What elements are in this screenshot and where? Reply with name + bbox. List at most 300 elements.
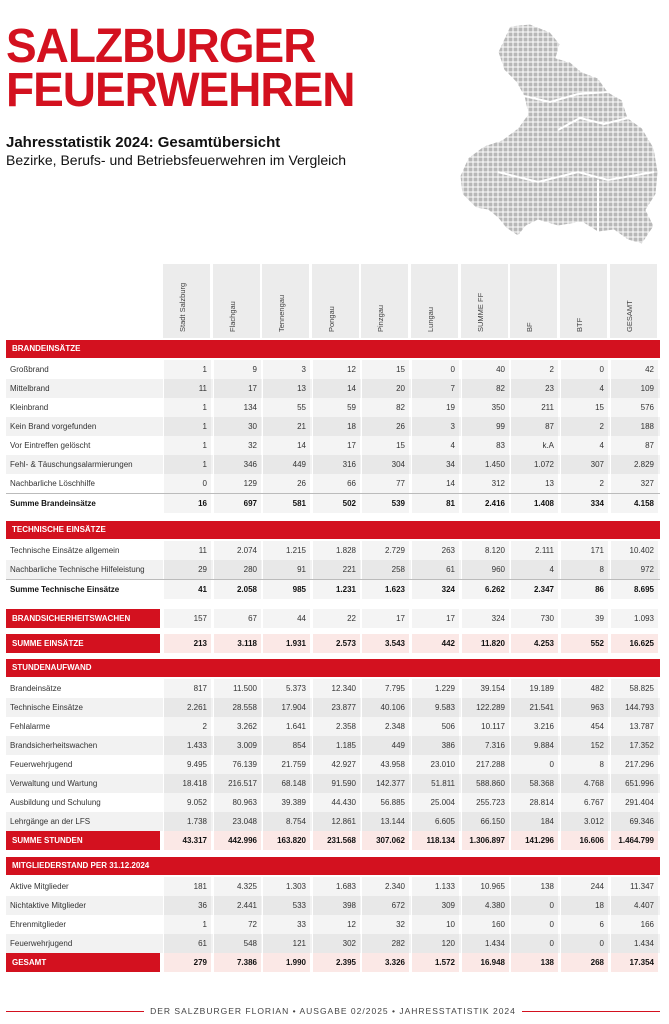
table-cell: 9.052 — [163, 793, 211, 812]
table-cell: 985 — [262, 580, 310, 599]
salzburg-map-graphic — [458, 22, 662, 248]
column-header — [610, 264, 658, 338]
table-cell: 854 — [262, 736, 310, 755]
table-cell: 129 — [213, 474, 261, 493]
table-cell: 7.386 — [213, 953, 261, 972]
table-cell: 963 — [560, 698, 608, 717]
table-cell: 66 — [312, 474, 360, 493]
column-header-label: SUMME FF — [476, 292, 485, 332]
row-label: Mittelbrand — [10, 384, 50, 393]
table-cell: 651.996 — [610, 774, 658, 793]
table-cell: 8.754 — [262, 812, 310, 831]
table-cell: 82 — [361, 398, 409, 417]
table-cell: 160 — [461, 915, 509, 934]
table-row — [6, 698, 660, 717]
section-header: STUNDENAUFWAND — [6, 659, 660, 677]
table-cell: 309 — [411, 896, 459, 915]
table-cell: 2.729 — [361, 541, 409, 560]
table-cell: 61 — [411, 560, 459, 579]
table-cell: 502 — [312, 494, 360, 513]
table-row — [6, 736, 660, 755]
table-cell: 99 — [461, 417, 509, 436]
table-cell: 87 — [510, 417, 558, 436]
table-cell: 216.517 — [213, 774, 261, 793]
column-header-label: Pinzgau — [376, 304, 385, 332]
table-cell: 1.931 — [262, 634, 310, 653]
table-cell: 2.416 — [461, 494, 509, 513]
table-cell: 4.380 — [461, 896, 509, 915]
table-cell: 86 — [560, 580, 608, 599]
table-cell: 316 — [312, 455, 360, 474]
row-label: Brandsicherheitswachen — [10, 741, 98, 750]
table-cell: 282 — [361, 934, 409, 953]
table-cell: 15 — [361, 436, 409, 455]
column-header — [312, 264, 360, 338]
table-cell: 2.340 — [361, 877, 409, 896]
table-cell: 817 — [163, 679, 211, 698]
table-cell: 18 — [560, 896, 608, 915]
table-cell: 14 — [312, 379, 360, 398]
table-cell: 28.558 — [213, 698, 261, 717]
table-cell: 17 — [213, 379, 261, 398]
table-cell: 58.368 — [510, 774, 558, 793]
table-cell: 44 — [262, 609, 310, 628]
table-cell: 8 — [560, 755, 608, 774]
table-cell: 1 — [163, 436, 211, 455]
table-cell: 121 — [262, 934, 310, 953]
table-cell: 1.572 — [411, 953, 459, 972]
table-cell: 109 — [610, 379, 658, 398]
footer-text: DER SALZBURGER FLORIAN • AUSGABE 02/2025 • JAHRESSTATISTIK 2024 — [144, 1006, 522, 1016]
table-cell: 17 — [312, 436, 360, 455]
table-cell: 17.352 — [610, 736, 658, 755]
table-cell: 152 — [560, 736, 608, 755]
table-cell: 0 — [510, 755, 558, 774]
table-cell: 4.158 — [610, 494, 658, 513]
column-header — [560, 264, 608, 338]
table-cell: 16.948 — [461, 953, 509, 972]
table-cell: 21 — [262, 417, 310, 436]
table-cell: 255.723 — [461, 793, 509, 812]
table-cell: 1.683 — [312, 877, 360, 896]
table-cell: 11 — [163, 541, 211, 560]
table-cell: 730 — [510, 609, 558, 628]
table-cell: 141.296 — [510, 831, 558, 850]
table-cell: 1 — [163, 915, 211, 934]
table-cell: 972 — [610, 560, 658, 579]
table-cell: 3.216 — [510, 717, 558, 736]
table-cell: 3.262 — [213, 717, 261, 736]
table-cell: 2.261 — [163, 698, 211, 717]
table-cell: 14 — [262, 436, 310, 455]
table-cell: 548 — [213, 934, 261, 953]
table-cell: 118.134 — [411, 831, 459, 850]
table-cell: 19 — [411, 398, 459, 417]
table-cell: 40 — [461, 360, 509, 379]
table-cell: 1.450 — [461, 455, 509, 474]
table-cell: 6.605 — [411, 812, 459, 831]
column-header-label: Pongau — [327, 306, 336, 332]
table-cell: 11.500 — [213, 679, 261, 698]
table-cell: 1.433 — [163, 736, 211, 755]
table-cell: 1.306.897 — [461, 831, 509, 850]
table-cell: 1.229 — [411, 679, 459, 698]
table-row — [6, 455, 660, 474]
table-cell: 324 — [411, 580, 459, 599]
table-cell: 51.811 — [411, 774, 459, 793]
table-cell: 9.495 — [163, 755, 211, 774]
table-cell: 25.004 — [411, 793, 459, 812]
table-row — [6, 793, 660, 812]
table-cell: 2 — [560, 474, 608, 493]
table-cell: 138 — [510, 877, 558, 896]
table-cell: 144.793 — [610, 698, 658, 717]
table-cell: 8 — [560, 560, 608, 579]
table-cell: 0 — [510, 896, 558, 915]
table-cell: 7 — [411, 379, 459, 398]
row-label: Großbrand — [10, 365, 49, 374]
row-label: Feuerwehrjugend — [10, 760, 73, 769]
table-cell: 42.927 — [312, 755, 360, 774]
table-row — [6, 679, 660, 698]
row-label: Fehlalarme — [10, 722, 51, 731]
table-cell: 1.828 — [312, 541, 360, 560]
table-cell: 1 — [163, 398, 211, 417]
table-cell: 221 — [312, 560, 360, 579]
table-cell: 9.583 — [411, 698, 459, 717]
table-cell: 291.404 — [610, 793, 658, 812]
column-header — [510, 264, 558, 338]
table-row — [6, 579, 660, 598]
table-cell: 442 — [411, 634, 459, 653]
brand-line-1: SALZBURGER — [6, 17, 316, 73]
table-cell: 398 — [312, 896, 360, 915]
table-cell: 39 — [560, 609, 608, 628]
table-cell: 4 — [560, 436, 608, 455]
table-cell: 454 — [560, 717, 608, 736]
table-cell: 39.389 — [262, 793, 310, 812]
column-header-label: BF — [525, 322, 534, 332]
row-label: SUMME EINSÄTZE — [6, 634, 160, 653]
column-header — [411, 264, 459, 338]
table-cell: 81 — [411, 494, 459, 513]
row-label: Nachbarliche Löschhilfe — [10, 479, 95, 488]
table-cell: 1.408 — [510, 494, 558, 513]
table-cell: 69.346 — [610, 812, 658, 831]
table-cell: 21.759 — [262, 755, 310, 774]
row-label: Fehl- & Täuschungsalarmierungen — [10, 460, 133, 469]
table-cell: 268 — [560, 953, 608, 972]
table-cell: 171 — [560, 541, 608, 560]
table-cell: 307 — [560, 455, 608, 474]
table-cell: 588.860 — [461, 774, 509, 793]
table-cell: 213 — [163, 634, 211, 653]
table-cell: 0 — [510, 915, 558, 934]
table-row — [6, 398, 660, 417]
table-row — [6, 493, 660, 512]
table-cell: 263 — [411, 541, 459, 560]
row-label: Feuerwehrjugend — [10, 939, 73, 948]
table-cell: 181 — [163, 877, 211, 896]
table-cell: 307.062 — [361, 831, 409, 850]
table-cell: 1.434 — [610, 934, 658, 953]
table-cell: 442.996 — [213, 831, 261, 850]
table-cell: 672 — [361, 896, 409, 915]
table-cell: 280 — [213, 560, 261, 579]
row-label: Summe Technische Einsätze — [10, 585, 120, 594]
table-cell: 258 — [361, 560, 409, 579]
table-cell: 21.541 — [510, 698, 558, 717]
table-row — [6, 812, 660, 831]
table-cell: 10.117 — [461, 717, 509, 736]
table-cell: 22 — [312, 609, 360, 628]
table-cell: 12 — [312, 360, 360, 379]
table-cell: 188 — [610, 417, 658, 436]
table-cell: 1.133 — [411, 877, 459, 896]
table-cell: 6 — [560, 915, 608, 934]
table-cell: 43.317 — [163, 831, 211, 850]
table-cell: 10.402 — [610, 541, 658, 560]
table-cell: 960 — [461, 560, 509, 579]
table-cell: 17.904 — [262, 698, 310, 717]
table-row — [6, 755, 660, 774]
table-cell: 2.441 — [213, 896, 261, 915]
table-cell: 32 — [361, 915, 409, 934]
row-label: BRANDSICHERHEITSWACHEN — [6, 609, 160, 628]
table-cell: 2 — [560, 417, 608, 436]
table-cell: 1.093 — [610, 609, 658, 628]
table-cell: 3.118 — [213, 634, 261, 653]
row-label: Nachbarliche Technische Hilfeleistung — [10, 565, 145, 574]
page-subtitle: Bezirke, Berufs- und Betriebsfeuerwehren im Vergleich — [6, 152, 347, 168]
table-cell: 4.768 — [560, 774, 608, 793]
table-cell: 4 — [411, 436, 459, 455]
table-cell: 9 — [213, 360, 261, 379]
table-cell: 184 — [510, 812, 558, 831]
table-row — [6, 560, 660, 579]
table-cell: 449 — [361, 736, 409, 755]
row-label: SUMME STUNDEN — [6, 831, 160, 850]
table-cell: 14 — [411, 474, 459, 493]
table-cell: k.A — [510, 436, 558, 455]
table-cell: 231.568 — [312, 831, 360, 850]
table-cell: 9.884 — [510, 736, 558, 755]
table-cell: 327 — [610, 474, 658, 493]
table-cell: 26 — [361, 417, 409, 436]
row-label: Lehrgänge an der LFS — [10, 817, 91, 826]
table-cell: 697 — [213, 494, 261, 513]
table-row — [6, 436, 660, 455]
column-header — [361, 264, 409, 338]
table-row — [6, 609, 660, 628]
table-cell: 61 — [163, 934, 211, 953]
table-cell: 23 — [510, 379, 558, 398]
table-cell: 2.347 — [510, 580, 558, 599]
table-row — [6, 379, 660, 398]
column-header-label: Stadt Salzburg — [178, 282, 187, 332]
table-cell: 581 — [262, 494, 310, 513]
table-cell: 10 — [411, 915, 459, 934]
table-cell: 1.303 — [262, 877, 310, 896]
table-cell: 2.058 — [213, 580, 261, 599]
table-cell: 66.150 — [461, 812, 509, 831]
table-cell: 13 — [262, 379, 310, 398]
table-cell: 55 — [262, 398, 310, 417]
table-cell: 5.373 — [262, 679, 310, 698]
table-cell: 18.418 — [163, 774, 211, 793]
table-cell: 42 — [610, 360, 658, 379]
table-cell: 0 — [163, 474, 211, 493]
table-cell: 33 — [262, 915, 310, 934]
table-cell: 1.231 — [312, 580, 360, 599]
table-cell: 28.814 — [510, 793, 558, 812]
table-cell: 3.543 — [361, 634, 409, 653]
table-cell: 122.289 — [461, 698, 509, 717]
table-cell: 1.990 — [262, 953, 310, 972]
table-cell: 80.963 — [213, 793, 261, 812]
table-cell: 244 — [560, 877, 608, 896]
table-cell: 7.795 — [361, 679, 409, 698]
column-headers — [163, 264, 660, 338]
table-cell: 533 — [262, 896, 310, 915]
table-cell: 12.861 — [312, 812, 360, 831]
column-header — [213, 264, 261, 338]
table-cell: 13 — [510, 474, 558, 493]
table-cell: 1 — [163, 360, 211, 379]
row-label: GESAMT — [6, 953, 160, 972]
table-cell: 34 — [411, 455, 459, 474]
table-cell: 30 — [213, 417, 261, 436]
table-cell: 304 — [361, 455, 409, 474]
column-header-label: Flachgau — [228, 301, 237, 332]
table-cell: 12.340 — [312, 679, 360, 698]
row-label: Aktive Mitglieder — [10, 882, 69, 891]
table-cell: 36 — [163, 896, 211, 915]
table-row — [6, 877, 660, 896]
table-row — [6, 634, 660, 653]
table-row — [6, 774, 660, 793]
table-cell: 312 — [461, 474, 509, 493]
row-label: Nichtaktive Mitglieder — [10, 901, 87, 910]
table-cell: 4 — [560, 379, 608, 398]
table-cell: 43.958 — [361, 755, 409, 774]
table-cell: 3.009 — [213, 736, 261, 755]
table-cell: 506 — [411, 717, 459, 736]
table-cell: 12 — [312, 915, 360, 934]
table-cell: 2.358 — [312, 717, 360, 736]
table-cell: 386 — [411, 736, 459, 755]
table-cell: 20 — [361, 379, 409, 398]
table-cell: 163.820 — [262, 831, 310, 850]
row-label: Ehrenmitglieder — [10, 920, 67, 929]
table-cell: 211 — [510, 398, 558, 417]
table-cell: 157 — [163, 609, 211, 628]
table-cell: 58.825 — [610, 679, 658, 698]
table-cell: 23.877 — [312, 698, 360, 717]
table-cell: 32 — [213, 436, 261, 455]
table-cell: 41 — [163, 580, 211, 599]
table-cell: 7.316 — [461, 736, 509, 755]
row-label: Kleinbrand — [10, 403, 49, 412]
table-cell: 120 — [411, 934, 459, 953]
table-cell: 72 — [213, 915, 261, 934]
table-cell: 4.253 — [510, 634, 558, 653]
table-cell: 83 — [461, 436, 509, 455]
table-cell: 350 — [461, 398, 509, 417]
column-header — [262, 264, 310, 338]
table-cell: 1.215 — [262, 541, 310, 560]
table-cell: 1.434 — [461, 934, 509, 953]
table-row — [6, 831, 660, 850]
table-cell: 18 — [312, 417, 360, 436]
table-cell: 166 — [610, 915, 658, 934]
column-header-label: Lungau — [426, 306, 435, 332]
table-cell: 4.325 — [213, 877, 261, 896]
table-cell: 87 — [610, 436, 658, 455]
table-cell: 16.606 — [560, 831, 608, 850]
table-row — [6, 474, 660, 493]
table-row — [6, 417, 660, 436]
table-cell: 217.296 — [610, 755, 658, 774]
table-cell: 67 — [213, 609, 261, 628]
column-header — [461, 264, 509, 338]
table-cell: 68.148 — [262, 774, 310, 793]
table-cell: 2.348 — [361, 717, 409, 736]
table-cell: 279 — [163, 953, 211, 972]
table-cell: 11.820 — [461, 634, 509, 653]
table-cell: 3.012 — [560, 812, 608, 831]
table-cell: 91.590 — [312, 774, 360, 793]
table-cell: 576 — [610, 398, 658, 417]
table-cell: 13.144 — [361, 812, 409, 831]
table-cell: 134 — [213, 398, 261, 417]
table-row — [6, 953, 660, 972]
table-cell: 15 — [560, 398, 608, 417]
row-label: Vor Eintreffen gelöscht — [10, 441, 91, 450]
table-cell: 1.623 — [361, 580, 409, 599]
row-label: Technische Einsätze — [10, 703, 83, 712]
table-cell: 3 — [262, 360, 310, 379]
table-cell: 16 — [163, 494, 211, 513]
column-header — [163, 264, 211, 338]
table-cell: 1 — [163, 417, 211, 436]
table-cell: 142.377 — [361, 774, 409, 793]
table-cell: 2 — [163, 717, 211, 736]
table-cell: 302 — [312, 934, 360, 953]
table-cell: 346 — [213, 455, 261, 474]
table-cell: 1.641 — [262, 717, 310, 736]
table-cell: 4 — [510, 560, 558, 579]
table-cell: 40.106 — [361, 698, 409, 717]
table-cell: 138 — [510, 953, 558, 972]
table-cell: 2.395 — [312, 953, 360, 972]
table-cell: 19.189 — [510, 679, 558, 698]
section-header: MITGLIEDERSTAND PER 31.12.2024 — [6, 857, 660, 875]
table-cell: 2.573 — [312, 634, 360, 653]
table-cell: 334 — [560, 494, 608, 513]
table-cell: 76.139 — [213, 755, 261, 774]
table-cell: 82 — [461, 379, 509, 398]
table-cell: 11.347 — [610, 877, 658, 896]
column-header-label: BTF — [575, 317, 584, 332]
table-cell: 6.262 — [461, 580, 509, 599]
table-row — [6, 541, 660, 560]
table-cell: 23.010 — [411, 755, 459, 774]
row-label: Summe Brandeinsätze — [10, 499, 96, 508]
table-cell: 1.072 — [510, 455, 558, 474]
table-cell: 1.738 — [163, 812, 211, 831]
table-cell: 3 — [411, 417, 459, 436]
